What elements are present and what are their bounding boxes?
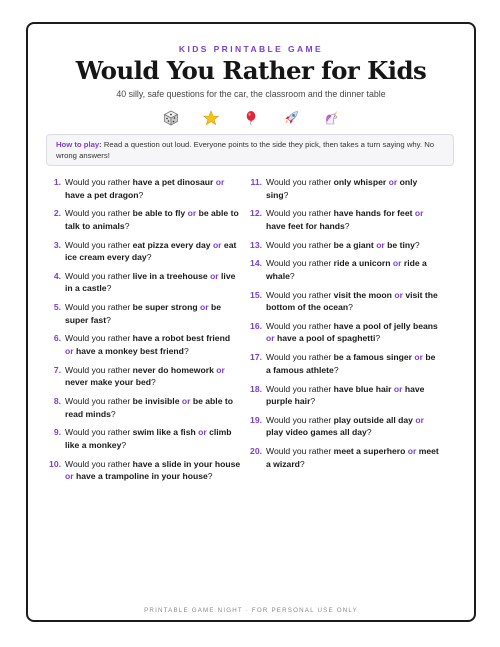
question-prefix: Would you rather bbox=[266, 320, 334, 331]
option-b: have a pet dragon bbox=[65, 189, 139, 200]
question-number: 1. bbox=[53, 177, 61, 187]
option-b: ride a whale bbox=[266, 258, 427, 281]
question-text: Would you rather swim like a fish or climb like a monkey? bbox=[65, 427, 232, 450]
option-b: have a pool of spaghetti bbox=[276, 333, 376, 344]
question-text: Would you rather have a slide in your house or have a trampoline in your house? bbox=[65, 458, 241, 482]
question-item bbox=[246, 320, 442, 345]
option-a: eat pizza every day bbox=[132, 239, 211, 250]
option-a: have a slide in your house bbox=[132, 458, 241, 469]
question-text: Would you rather play outside all day or play video games all day? bbox=[266, 414, 424, 438]
or-word: or bbox=[210, 270, 219, 281]
question-text: Would you rather have a pet dinosaur or have a pet dragon? bbox=[65, 177, 225, 200]
option-a: be able to fly bbox=[132, 208, 186, 219]
question-number: 8. bbox=[53, 396, 61, 407]
question-item bbox=[246, 383, 442, 408]
or-word: or bbox=[394, 289, 403, 300]
question-prefix: Would you rather bbox=[65, 364, 133, 375]
unicorn-icon bbox=[323, 110, 339, 126]
question-number: 2. bbox=[53, 208, 61, 219]
option-a: have a pet dinosaur bbox=[132, 177, 214, 187]
game-sheet bbox=[26, 22, 476, 622]
or-word: or bbox=[388, 177, 398, 187]
option-b: live in a castle bbox=[65, 270, 236, 294]
option-a: swim like a fish bbox=[132, 427, 196, 438]
or-word: or bbox=[212, 239, 222, 250]
question-prefix: Would you rather bbox=[266, 177, 334, 187]
footer-note: PRINTABLE GAME NIGHT · FOR PERSONAL USE ONLY bbox=[144, 607, 358, 614]
question-number: 6. bbox=[53, 333, 61, 344]
or-word: or bbox=[266, 333, 275, 344]
question-item bbox=[45, 301, 241, 326]
question-item bbox=[45, 207, 241, 232]
option-b: be tiny bbox=[387, 239, 415, 250]
question-item bbox=[45, 239, 241, 264]
question-prefix: Would you rather bbox=[65, 302, 133, 313]
question-number: 14. bbox=[250, 258, 262, 269]
or-word: or bbox=[181, 396, 191, 407]
question-item bbox=[246, 351, 442, 376]
rocket-icon bbox=[283, 110, 299, 126]
option-b: only sing bbox=[266, 177, 418, 200]
or-word: or bbox=[215, 177, 225, 187]
question-number: 18. bbox=[250, 383, 262, 394]
question-prefix: Would you rather bbox=[65, 458, 133, 469]
option-a: be a famous singer bbox=[333, 352, 412, 363]
question-number: 20. bbox=[250, 446, 262, 457]
question-item bbox=[246, 445, 442, 470]
icon-row bbox=[28, 110, 474, 126]
how-to-play-label: How to play: bbox=[56, 140, 102, 149]
option-b: have a trampoline in your house bbox=[75, 471, 208, 482]
option-b: be able to talk to animals bbox=[65, 208, 239, 231]
question-number: 3. bbox=[53, 239, 61, 250]
question-text: Would you rather have hands for feet or have feet for hands? bbox=[266, 208, 424, 231]
question-text: Would you rather eat pizza every day or eat ice cream every day? bbox=[65, 239, 237, 263]
or-word: or bbox=[414, 208, 424, 219]
option-b: be able to read minds bbox=[65, 396, 233, 419]
question-number: 13. bbox=[250, 239, 262, 250]
option-b: play video games all day bbox=[266, 427, 367, 438]
question-item bbox=[45, 270, 241, 295]
how-to-play-box bbox=[46, 134, 454, 166]
option-a: have a robot best friend bbox=[132, 333, 231, 344]
or-word: or bbox=[216, 364, 225, 375]
option-b: have feet for hands bbox=[266, 220, 345, 231]
balloon-icon bbox=[243, 110, 259, 126]
question-text: Would you rather visit the moon or visit the bottom of the ocean? bbox=[266, 289, 438, 313]
option-a: visit the moon bbox=[333, 289, 392, 300]
option-a: never do homework bbox=[132, 364, 214, 375]
question-text: Would you rather meet a superhero or meet a wizard? bbox=[266, 446, 439, 469]
question-number: 17. bbox=[250, 352, 262, 363]
question-text: Would you rather live in a treehouse or live in a castle? bbox=[65, 270, 236, 294]
option-a: ride a unicorn bbox=[333, 258, 391, 269]
question-number: 4. bbox=[53, 270, 61, 281]
option-a: only whisper bbox=[333, 177, 387, 187]
page-title: Would You Rather for Kids bbox=[75, 56, 427, 85]
question-text: Would you rather have a pool of jelly beans or have a pool of spaghetti? bbox=[266, 320, 438, 344]
question-item bbox=[246, 207, 442, 232]
question-item bbox=[246, 239, 442, 252]
question-prefix: Would you rather bbox=[266, 414, 334, 425]
question-item bbox=[45, 364, 241, 389]
question-text: Would you rather be super strong or be super fast? bbox=[65, 302, 222, 325]
question-item bbox=[246, 289, 442, 314]
question-text: Would you rather be invisible or be able to read minds? bbox=[65, 396, 233, 419]
question-number: 9. bbox=[53, 427, 61, 438]
question-item bbox=[246, 414, 442, 439]
question-text: Would you rather only whisper or only sing? bbox=[266, 177, 418, 200]
question-prefix: Would you rather bbox=[65, 333, 133, 344]
question-item bbox=[45, 332, 241, 357]
option-b: visit the bottom of the ocean bbox=[266, 289, 438, 313]
question-prefix: Would you rather bbox=[266, 446, 334, 457]
or-word: or bbox=[393, 383, 403, 394]
option-a: meet a superhero bbox=[333, 446, 406, 457]
question-text: Would you rather be a giant or be tiny? bbox=[266, 239, 420, 250]
or-word: or bbox=[65, 345, 74, 356]
question-prefix: Would you rather bbox=[266, 352, 334, 363]
question-item bbox=[246, 176, 442, 201]
option-b: have purple hair bbox=[266, 383, 425, 407]
question-prefix: Would you rather bbox=[65, 177, 133, 187]
question-item bbox=[45, 395, 241, 420]
question-prefix: Would you rather bbox=[266, 383, 334, 394]
or-word: or bbox=[200, 302, 209, 313]
question-prefix: Would you rather bbox=[65, 270, 133, 281]
option-b: climb like a monkey bbox=[65, 427, 232, 450]
or-word: or bbox=[65, 471, 74, 482]
or-word: or bbox=[376, 239, 385, 250]
kicker-label: KIDS PRINTABLE GAME bbox=[178, 44, 324, 54]
question-prefix: Would you rather bbox=[266, 208, 334, 219]
question-number: 11. bbox=[250, 177, 262, 187]
or-word: or bbox=[187, 208, 197, 219]
question-prefix: Would you rather bbox=[266, 258, 334, 269]
option-a: have hands for feet bbox=[333, 208, 413, 219]
question-number: 19. bbox=[250, 414, 262, 425]
question-prefix: Would you rather bbox=[266, 289, 334, 300]
question-number: 15. bbox=[250, 289, 262, 300]
dice-icon bbox=[163, 110, 179, 126]
question-item bbox=[45, 176, 241, 201]
question-number: 12. bbox=[250, 208, 262, 219]
option-b: meet a wizard bbox=[266, 446, 439, 469]
question-item bbox=[45, 458, 241, 483]
or-word: or bbox=[392, 258, 402, 269]
option-a: have blue hair bbox=[333, 383, 392, 394]
how-to-play-text: Read a question out loud. Everyone points to the side they pick, then takes a turn saying why. No wrong answers! bbox=[56, 140, 435, 160]
question-text: Would you rather never do homework or never make your bed? bbox=[65, 364, 225, 388]
star-icon bbox=[203, 110, 219, 126]
question-text: Would you rather be able to fly or be able to talk to animals? bbox=[65, 208, 239, 231]
option-a: have a pool of jelly beans bbox=[333, 320, 438, 331]
questions-column-left bbox=[45, 176, 241, 489]
question-number: 10. bbox=[49, 458, 61, 469]
option-a: live in a treehouse bbox=[132, 270, 208, 281]
page-subtitle: 40 silly, safe questions for the car, the classroom and the dinner table bbox=[116, 89, 386, 99]
or-word: or bbox=[198, 427, 207, 438]
question-number: 5. bbox=[53, 302, 61, 313]
option-b: have a monkey best friend bbox=[75, 345, 184, 356]
option-a: be super strong bbox=[132, 302, 198, 313]
question-prefix: Would you rather bbox=[65, 396, 133, 407]
or-word: or bbox=[414, 352, 423, 363]
question-number: 7. bbox=[53, 364, 61, 375]
question-prefix: Would you rather bbox=[65, 208, 133, 219]
option-b: be a famous athlete bbox=[266, 352, 436, 375]
question-number: 16. bbox=[250, 320, 262, 331]
question-prefix: Would you rather bbox=[266, 239, 334, 250]
question-prefix: Would you rather bbox=[65, 239, 133, 250]
option-b: eat ice cream every day bbox=[65, 239, 237, 263]
question-item bbox=[45, 426, 241, 451]
or-word: or bbox=[415, 414, 424, 425]
option-a: be a giant bbox=[333, 239, 374, 250]
question-text: Would you rather ride a unicorn or ride a whale? bbox=[266, 258, 427, 281]
question-text: Would you rather be a famous singer or be a famous athlete? bbox=[266, 352, 436, 375]
or-word: or bbox=[407, 446, 417, 457]
question-item bbox=[246, 257, 442, 282]
option-b: be super fast bbox=[65, 302, 222, 325]
option-a: play outside all day bbox=[333, 414, 413, 425]
option-a: be invisible bbox=[132, 396, 180, 407]
question-text: Would you rather have a robot best friend or have a monkey best friend? bbox=[65, 333, 231, 356]
questions-column-right bbox=[246, 176, 442, 476]
option-b: never make your bed bbox=[65, 377, 151, 388]
question-prefix: Would you rather bbox=[65, 427, 133, 438]
question-text: Would you rather have blue hair or have purple hair? bbox=[266, 383, 425, 407]
